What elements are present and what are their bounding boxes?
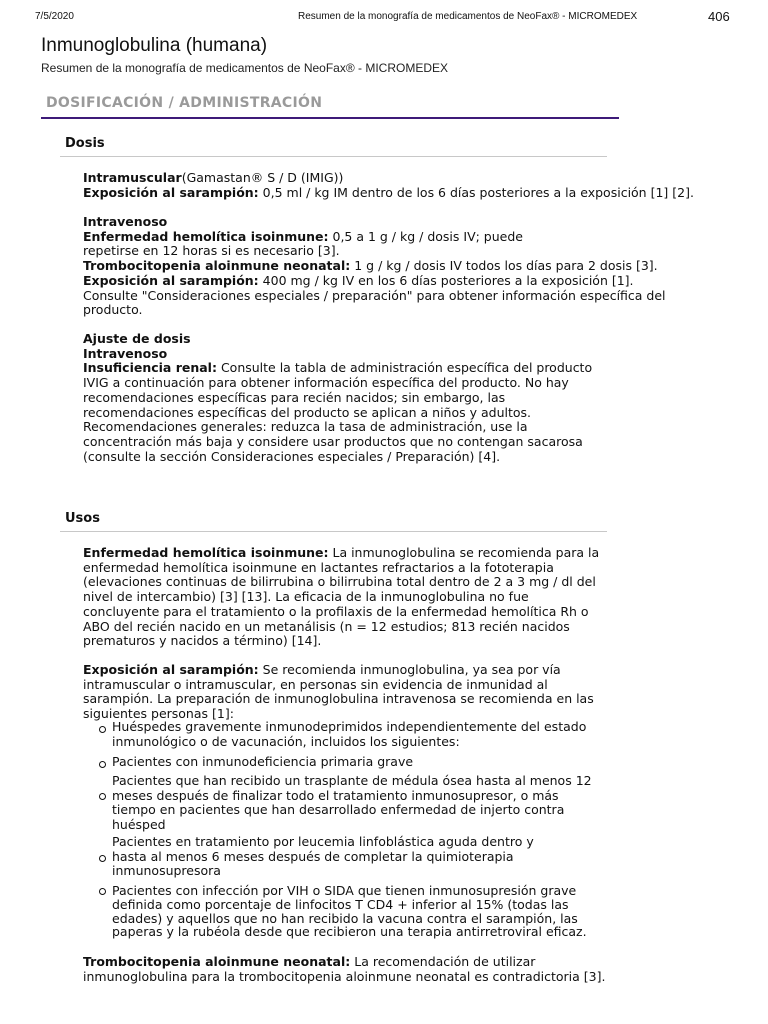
- renal-label: Insuficiencia renal:: [83, 360, 217, 376]
- adjust-label-line: [83, 332, 643, 347]
- renal-line-4: recomendaciones específicas del producto se aplican a niños y adultos.: [83, 404, 532, 420]
- hemolytic-use-line-4: nivel de intercambio) [3] [13]. La eficacia de la inmunoglobulina no fue: [83, 589, 529, 605]
- renal-line-6: concentración más baja y considere usar productos que no contengan sacarosa: [83, 433, 583, 449]
- bullet-icon: [99, 726, 106, 733]
- hemolytic-use-line-2: enfermedad hemolítica isoinmune en lactantes refractarios a la fototerapia: [83, 559, 554, 575]
- list-item: [83, 884, 643, 939]
- list-item-line: huésped: [112, 817, 166, 833]
- dosis-divider: [60, 156, 607, 157]
- iv-dosing-block: [83, 214, 666, 318]
- list-item: [83, 835, 643, 884]
- dose-adjustment-block: [83, 332, 643, 464]
- measles-use-line-3: sarampión. La preparación de inmunoglobulina intravenosa se recomienda en las: [83, 691, 594, 707]
- page-number: 406: [708, 9, 730, 24]
- list-item-line: Huéspedes gravemente inmunodeprimidos independientemente del estado: [112, 719, 587, 734]
- measles-candidates-list: [83, 720, 643, 939]
- source-title: Resumen de la monografía de medicamentos de NeoFax® - MICROMEDEX: [298, 11, 638, 22]
- list-item: [83, 755, 643, 774]
- hemolytic-use-label: Enfermedad hemolítica isoinmune:: [83, 545, 329, 560]
- section-divider: [41, 117, 619, 119]
- list-item-line: edades) y aquellos que no han recibido la vacuna contra el sarampión, las: [112, 910, 578, 926]
- thrombo-use-line: [83, 955, 643, 970]
- im-dosing-block: [83, 170, 694, 200]
- renal-line-5: Recomendaciones generales: reduzca la tasa de administración, use la: [83, 419, 528, 435]
- measles-use-line: [83, 663, 643, 678]
- adjust-label: Ajuste de dosis: [83, 331, 191, 346]
- usos-header: Usos: [65, 511, 100, 526]
- bullet-icon: [99, 888, 106, 895]
- running-header: [0, 10, 768, 26]
- iv-measles-label: Exposición al sarampión:: [83, 272, 259, 288]
- thrombo-use-line-2: inmunoglobulina para la trombocitopenia aloinmune neonatal es contradictoria [3].: [83, 968, 606, 984]
- list-item-line: tiempo en pacientes que han desarrollado enfermedad de injerto contra: [112, 802, 565, 818]
- thrombo-use-text: La recomendación de utilizar: [350, 954, 536, 969]
- measles-use-label: Exposición al sarampión:: [83, 662, 259, 677]
- list-item-line: definida como porcentaje de linfocitos T CD4 + inferior al 15% (todas las: [112, 896, 569, 912]
- thrombo-use-label: Trombocitopenia aloinmune neonatal:: [83, 954, 351, 969]
- im-measles-line: [83, 184, 694, 201]
- measles-use-block: [83, 663, 643, 722]
- iv-measles-line: [83, 274, 643, 289]
- document-subtitle: Resumen de la monografía de medicamentos de NeoFax® - MICROMEDEX: [41, 61, 449, 75]
- list-item: [83, 774, 643, 835]
- list-item-line: Pacientes con infección por VIH o SIDA que tienen inmunosupresión grave: [112, 883, 577, 898]
- hemolytic-use-line-6: ABO del recién nacido en un metanálisis (n = 12 estudios; 813 recién nacidos: [83, 618, 570, 634]
- list-item-line: inmunosupresora: [112, 863, 221, 879]
- im-measles-label: Exposición al sarampión:: [83, 184, 259, 200]
- thrombo-use-block: [83, 955, 643, 984]
- hemolytic-use-line: [83, 546, 643, 561]
- renal-line-7: (consulte la sección Consideraciones especiales / Preparación) [4].: [83, 448, 501, 464]
- im-route-label: Intramuscular: [83, 170, 182, 185]
- adjust-iv-label: Intravenoso: [83, 345, 168, 361]
- list-item-line: Pacientes que han recibido un trasplante de médula ósea hasta al menos 12: [112, 773, 592, 788]
- measles-use-line-2: intramuscular o intramuscular, en personas sin evidencia de inmunidad al: [83, 676, 548, 692]
- adjust-iv-line: [83, 347, 643, 362]
- print-date: 7/5/2020: [35, 11, 74, 22]
- usos-divider: [60, 531, 607, 532]
- iv-hemolytic-line: [83, 230, 643, 245]
- measles-use-text: Se recomienda inmunoglobulina, ya sea por vía: [258, 662, 561, 677]
- iv-thrombo-text: 1 g / kg / dosis IV todos los días para 2 dosis [3].: [350, 258, 658, 274]
- iv-measles-text: 400 mg / kg IV en los 6 días posteriores a la exposición [1].: [258, 272, 634, 288]
- list-item-line: inmunológico o de vacunación, incluidos los siguientes:: [112, 733, 460, 749]
- list-item-line: Pacientes con inmunodeficiencia primaria grave: [112, 754, 414, 769]
- iv-thrombo-label: Trombocitopenia aloinmune neonatal:: [83, 258, 351, 274]
- section-title: DOSIFICACIÓN / ADMINISTRACIÓN: [46, 95, 323, 111]
- list-item-line: meses después de finalizar todo el tratamiento inmunosupresor, o más: [112, 787, 559, 803]
- iv-hemolytic-text: 0,5 a 1 g / kg / dosis IV; puede: [328, 228, 523, 244]
- iv-route-line: [83, 215, 643, 230]
- renal-line-2: IVIG a continuación para obtener información específica del producto. No hay: [83, 375, 569, 391]
- iv-route-label: Intravenoso: [83, 214, 168, 229]
- iv-note-line-2: producto.: [83, 302, 143, 318]
- list-item: [83, 720, 643, 755]
- iv-note-line-1: Consulte "Consideraciones especiales / preparación" para obtener información específica del: [83, 287, 666, 303]
- document-title: Inmunoglobulina (humana): [41, 35, 268, 56]
- measles-use-line-4: siguientes personas [1]:: [83, 706, 234, 722]
- bullet-icon: [99, 793, 106, 800]
- bullet-icon: [99, 761, 106, 768]
- list-item-line: hasta al menos 6 meses después de completar la quimioterapia: [112, 848, 514, 864]
- im-product: (Gamastan® S / D (IMIG)): [181, 170, 344, 185]
- list-item-line: paperas y la rubéola desde que recibieron una terapia antirretroviral eficaz.: [112, 924, 587, 940]
- hemolytic-use-line-3: (elevaciones continuas de bilirrubina o bilirrubina total dentro de 2 a 3 mg / dl del: [83, 574, 596, 590]
- im-measles-text: 0,5 ml / kg IM dentro de los 6 días posteriores a la exposición [1] [2].: [258, 184, 694, 200]
- hemolytic-use-line-7: prematuros y nacidos a término) [14].: [83, 633, 322, 649]
- renal-text: Consulte la tabla de administración específica del producto: [216, 360, 593, 376]
- iv-thrombo-line: [83, 258, 658, 274]
- hemolytic-use-line-5: concluyente para el tratamiento o la profilaxis de la enfermedad hemolítica Rh o: [83, 603, 589, 619]
- im-route-line: [83, 171, 643, 186]
- iv-hemolytic-line-2: repetirse en 12 horas si es necesario [3].: [83, 243, 340, 259]
- hemolytic-use-block: [83, 546, 643, 649]
- renal-line: [83, 361, 643, 376]
- renal-line-3: recomendaciones específicas para recién nacidos; sin embargo, las: [83, 389, 506, 405]
- bullet-icon: [99, 855, 106, 862]
- hemolytic-use-text: La inmunoglobulina se recomienda para la: [328, 545, 600, 560]
- dosis-header: Dosis: [65, 136, 105, 151]
- list-item-line: Pacientes en tratamiento por leucemia linfoblástica aguda dentro y: [112, 834, 534, 849]
- iv-hemolytic-label: Enfermedad hemolítica isoinmune:: [83, 228, 329, 244]
